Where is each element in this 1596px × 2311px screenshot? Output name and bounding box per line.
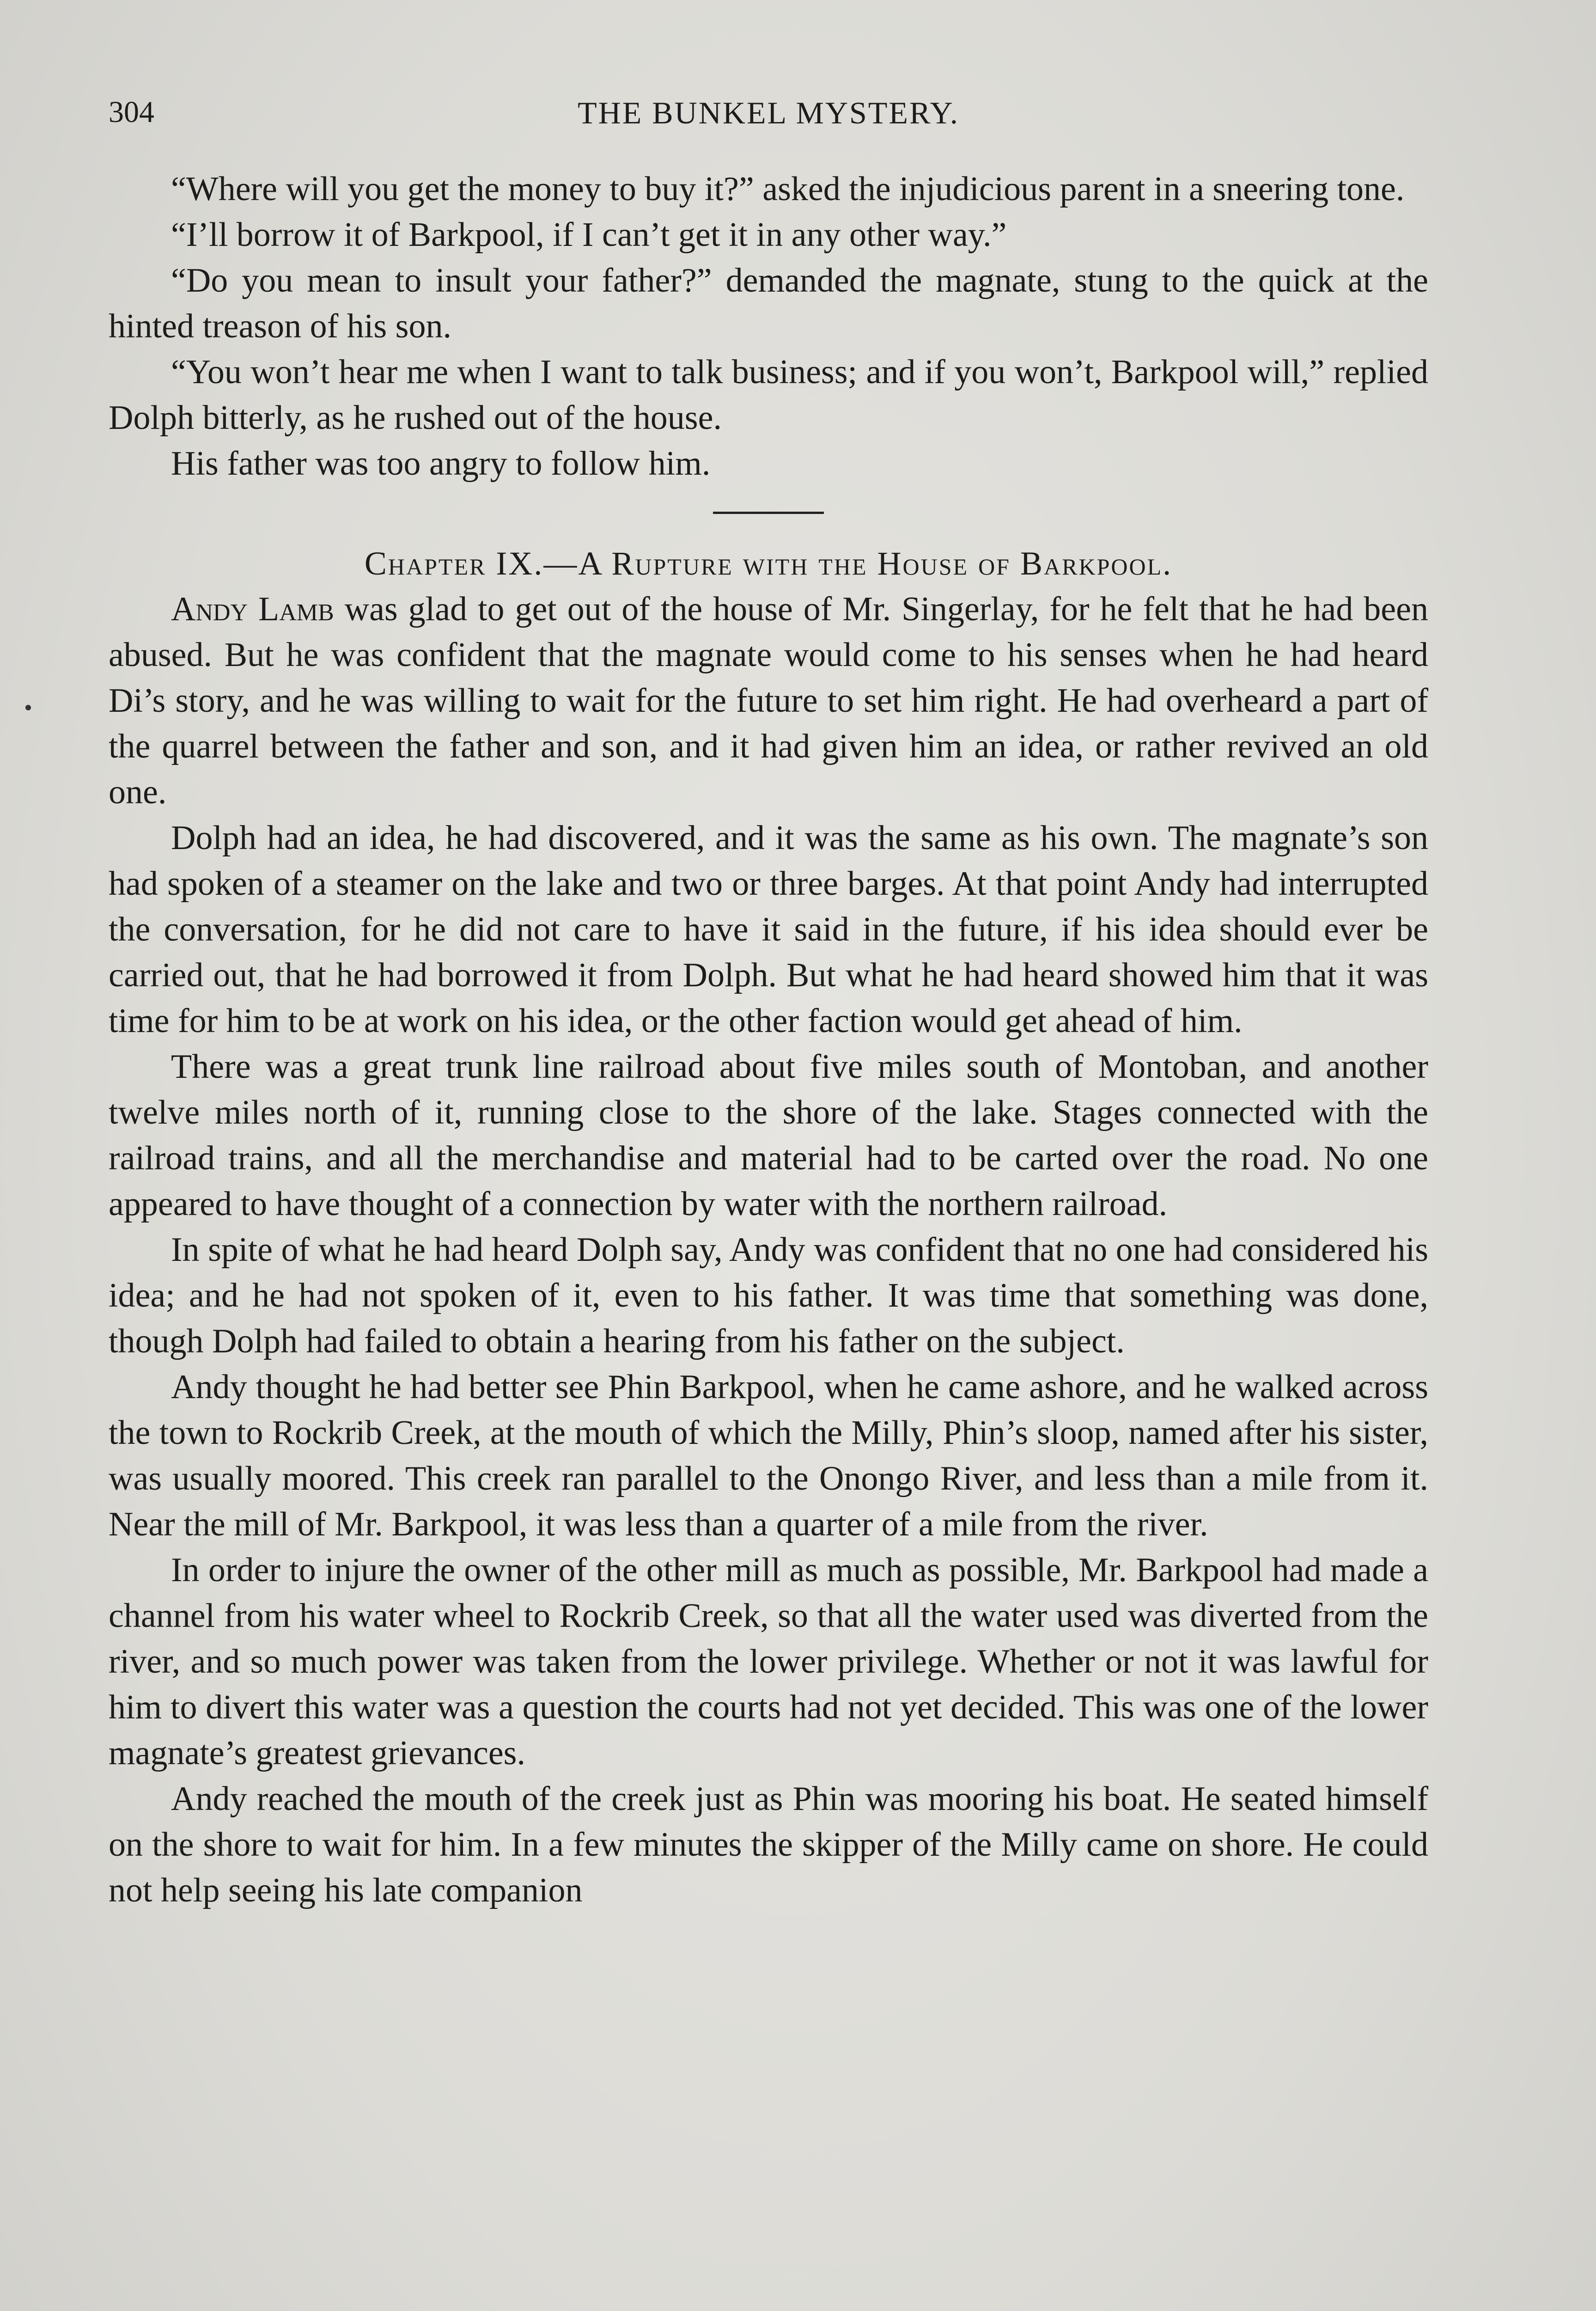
- paragraph: There was a great trunk line railroad about five miles south of Montoban, and another twelve miles north of it, running close to the shore of the lake. Stages connected with the railroad trains, and all the merchandise and material had to be carted over the road. No one appeared to have thought of a connection by water with the northern railroad.: [109, 1048, 1428, 1223]
- page-header: [109, 95, 1428, 136]
- lead-name: Andy Lamb: [171, 590, 334, 628]
- paragraph: “I’ll borrow it of Barkpool, if I can’t get it in any other way.”: [171, 216, 1007, 254]
- paragraph: “Do you mean to insult your father?” demanded the magnate, stung to the quick at the hinted treason of his son.: [109, 262, 1428, 345]
- paragraph: “Where will you get the money to buy it?” asked the injudicious parent in a sneering tone.: [171, 170, 1405, 208]
- paragraph-text: was glad to get out of the house of Mr. Singerlay, for he felt that he had been abused. But he was confident that the magnate would come to his senses when he had heard Di’s story, and he was willing to wait for the future to set him right. He had overheard a part of the quarrel between the father and son, and it had given him an idea, or rather revived an old one.: [109, 590, 1428, 811]
- paragraph: Andy thought he had better see Phin Barkpool, when he came ashore, and he walked across the town to Rockrib Creek, at the mouth of which the Milly, Phin’s sloop, named after his sister, was usually moored. This creek ran parallel to the Onongo River, and less than a mile from it. Near the mill of Mr. Barkpool, it was less than a quarter of a mile from the river.: [109, 1368, 1428, 1543]
- running-title: THE BUNKEL MYSTERY.: [578, 95, 959, 130]
- chapter-first-paragraph: [109, 587, 1428, 815]
- paragraph: In order to injure the owner of the other mill as much as possible, Mr. Barkpool had made a channel from his water wheel to Rockrib Creek, so that all the water used was diverted from the river, and so much power was taken from the lower privilege. Whether or not it was lawful for him to divert this water was a question the courts had not yet decided. This was one of the lower magnate’s greatest grievances.: [109, 1551, 1428, 1772]
- paragraph: In spite of what he had heard Dolph say, Andy was confident that no one had considered his idea; and he had not spoken of it, even to his father. It was time that something was done, though Dolph had failed to obtain a hearing from his father on the subject.: [109, 1231, 1428, 1360]
- page-body: [109, 166, 1428, 1914]
- paragraph: Andy reached the mouth of the creek just as Phin was mooring his boat. He seated himself on the shore to wait for him. In a few minutes the skipper of the Milly came on shore. He could not help seeing his late companion: [109, 1780, 1428, 1909]
- chapter-heading: Chapter IX.—A Rupture with the House of Barkpool.: [364, 545, 1173, 582]
- paragraph: “You won’t hear me when I want to talk business; and if you won’t, Barkpool will,” replied Dolph bitterly, as he rushed out of the house.: [109, 353, 1428, 437]
- section-divider: [713, 512, 824, 514]
- page-number: 304: [109, 95, 154, 129]
- paragraph: His father was too angry to follow him.: [171, 445, 711, 483]
- ink-speck: [25, 705, 31, 710]
- paragraph: Dolph had an idea, he had discovered, and it was the same as his own. The magnate’s son had spoken of a steamer on the lake and two or three barges. At that point Andy had interrupted the conversation, for he did not care to have it said in the future, if his idea should ever be carried out, that he had borrowed it from Dolph. But what he had heard showed him that it was time for him to be at work on his idea, or the other faction would get ahead of him.: [109, 819, 1428, 1040]
